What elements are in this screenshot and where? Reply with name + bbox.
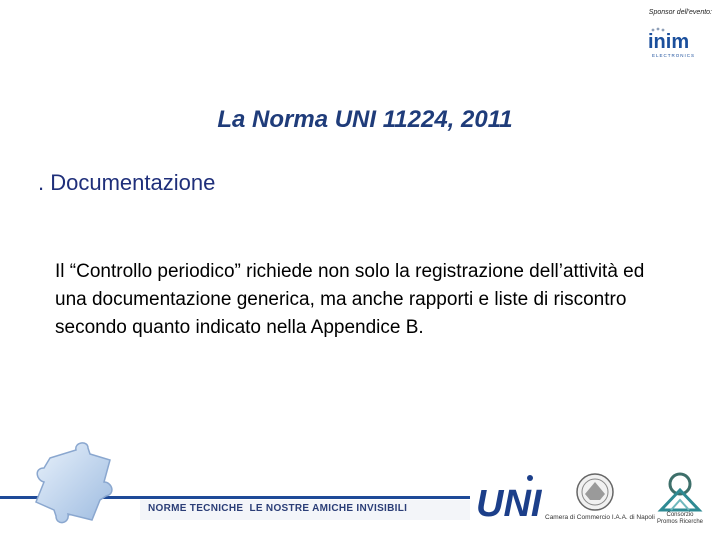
consorzio-caption (652, 512, 708, 526)
footer-slogan: NORME TECNICHE LE NOSTRE AMICHE INVISIBILI (148, 503, 408, 514)
puzzle-piece-icon (28, 440, 126, 530)
section-heading: . Documentazione (38, 170, 216, 195)
uni-logo-text: UNI (476, 483, 542, 525)
camera-commercio-caption: Camera di Commercio I.A.A. di Napoli (545, 514, 655, 521)
inim-logo-subtext: ELECTRONICS (652, 53, 696, 58)
inim-logo (644, 26, 700, 60)
slide-title: La Norma UNI 11224, 2011 (217, 106, 513, 133)
consorzio-caption-line1: Consorzio (666, 512, 694, 518)
body-paragraph: Il “Controllo periodico” richiede non solo la registrazione dell’attività ed una documentazione generica, ma anche rapporti e liste di riscontro secondo quanto indicato nella Appendice B. (55, 261, 645, 338)
uni-logo (470, 468, 542, 526)
sponsor-label: Sponsor dell'evento: (648, 9, 712, 16)
consorzio-caption-line2: Promos Ricerche (656, 519, 703, 525)
inim-logo-text: inim (648, 31, 690, 53)
